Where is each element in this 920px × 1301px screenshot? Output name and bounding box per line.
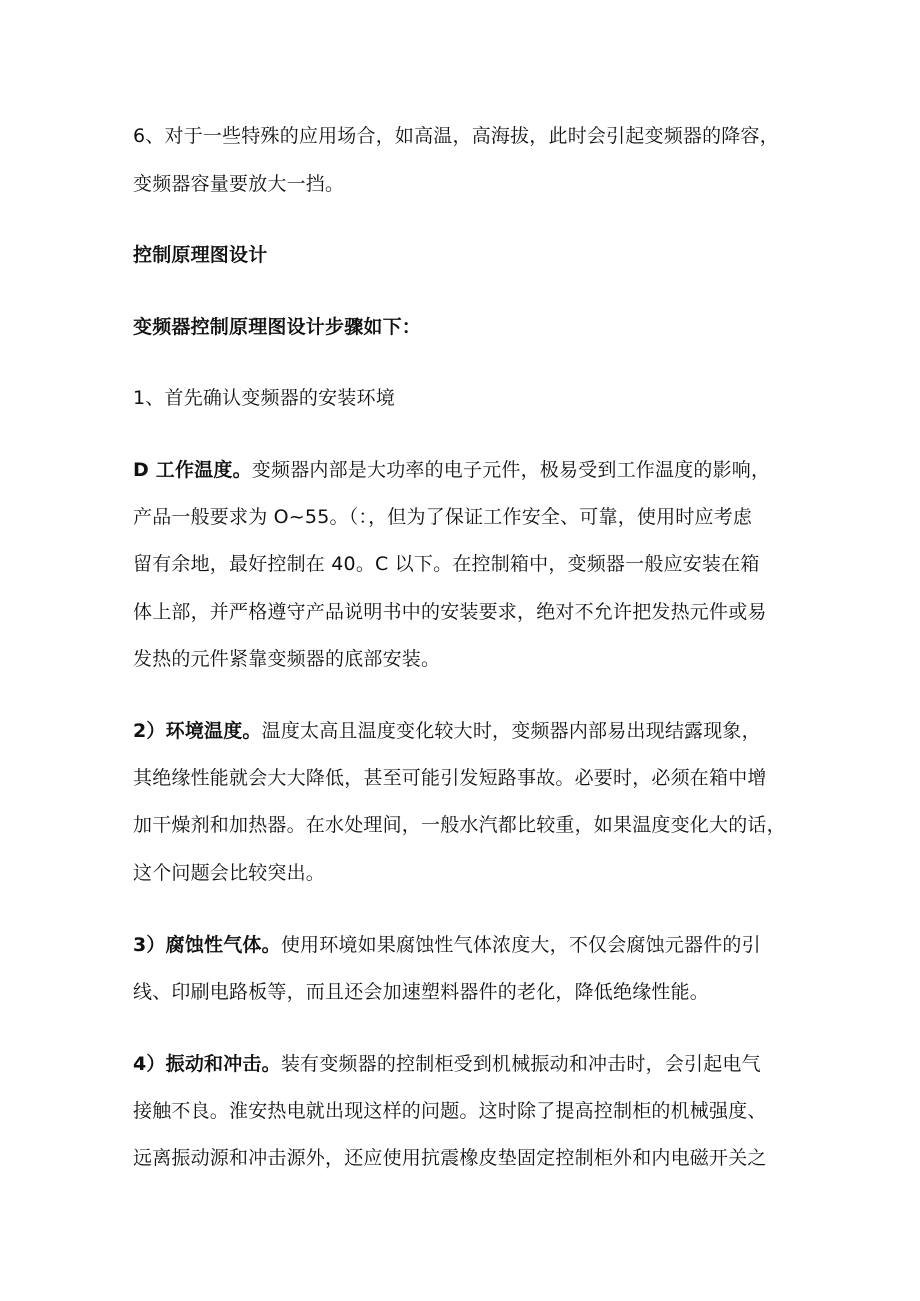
- para2-label: 2）环境温度。: [133, 720, 262, 742]
- para3-line1: [133, 933, 813, 957]
- para4-line1: [133, 1052, 813, 1076]
- para4-line1-text: 装有变频器的控制柜受到机械振动和冲击时，会引起电气: [280, 1053, 761, 1075]
- step1-heading: 1、首先确认变频器的安装环境: [133, 387, 395, 409]
- para1-line2: 产品一般要求为 O~55。（：，但为了保证工作安全、可靠，使用时应考虑: [133, 506, 753, 528]
- section-title: 控制原理图设计: [133, 244, 268, 266]
- para2-line3: 加干燥剂和加热器。在水处理间，一般水汽都比较重，如果温度变化大的话，: [133, 814, 786, 836]
- para2-line1-text: 温度太高且温度变化较大时，变频器内部易出现结露现象，: [261, 720, 761, 742]
- para3-line1-text: 使用环境如果腐蚀性气体浓度大，不仅会腐蚀元器件的引: [280, 934, 761, 956]
- para3-label: 3）腐蚀性气体。: [133, 934, 281, 956]
- para1-line1-text: 变频器内部是大功率的电子元件，极易受到工作温度的影响，: [251, 459, 771, 481]
- para1-line4: 体上部，并严格遵守产品说明书中的安装要求，绝对不允许把发热元件或易: [133, 601, 767, 623]
- para2-line2: 其绝缘性能就会大大降低，甚至可能引发短路事故。必要时，必须在箱中增: [133, 767, 767, 789]
- para1-line5: 发热的元件紧靠变频器的底部安装。: [133, 648, 441, 670]
- para1-line1: [133, 458, 813, 482]
- para2-line1: [133, 719, 813, 743]
- para2-line4: 这个问题会比较突出。: [133, 862, 326, 884]
- para3-line2: 线、印刷电路板等，而且还会加速塑料器件的老化，降低绝缘性能。: [133, 981, 710, 1003]
- para4-line2: 接触不良。淮安热电就出现这样的问题。这时除了提高控制柜的机械强度、: [133, 1100, 767, 1122]
- item6-line1: 6、对于一些特殊的应用场合，如高温，高海拔，此时会引起变频器的降容，: [133, 125, 779, 147]
- para4-label: 4）振动和冲击。: [133, 1053, 281, 1075]
- steps-title: 变频器控制原理图设计步骤如下：: [133, 316, 422, 338]
- item6-line2: 变频器容量要放大一挡。: [133, 173, 345, 195]
- para4-line3: 远离振动源和冲击源外，还应使用抗震橡皮垫固定控制柜外和内电磁开关之: [133, 1147, 767, 1169]
- para1-label: D 工作温度。: [133, 459, 252, 481]
- para1-line3: 留有余地，最好控制在 40。C 以下。在控制箱中，变频器一般应安装在箱: [133, 553, 760, 575]
